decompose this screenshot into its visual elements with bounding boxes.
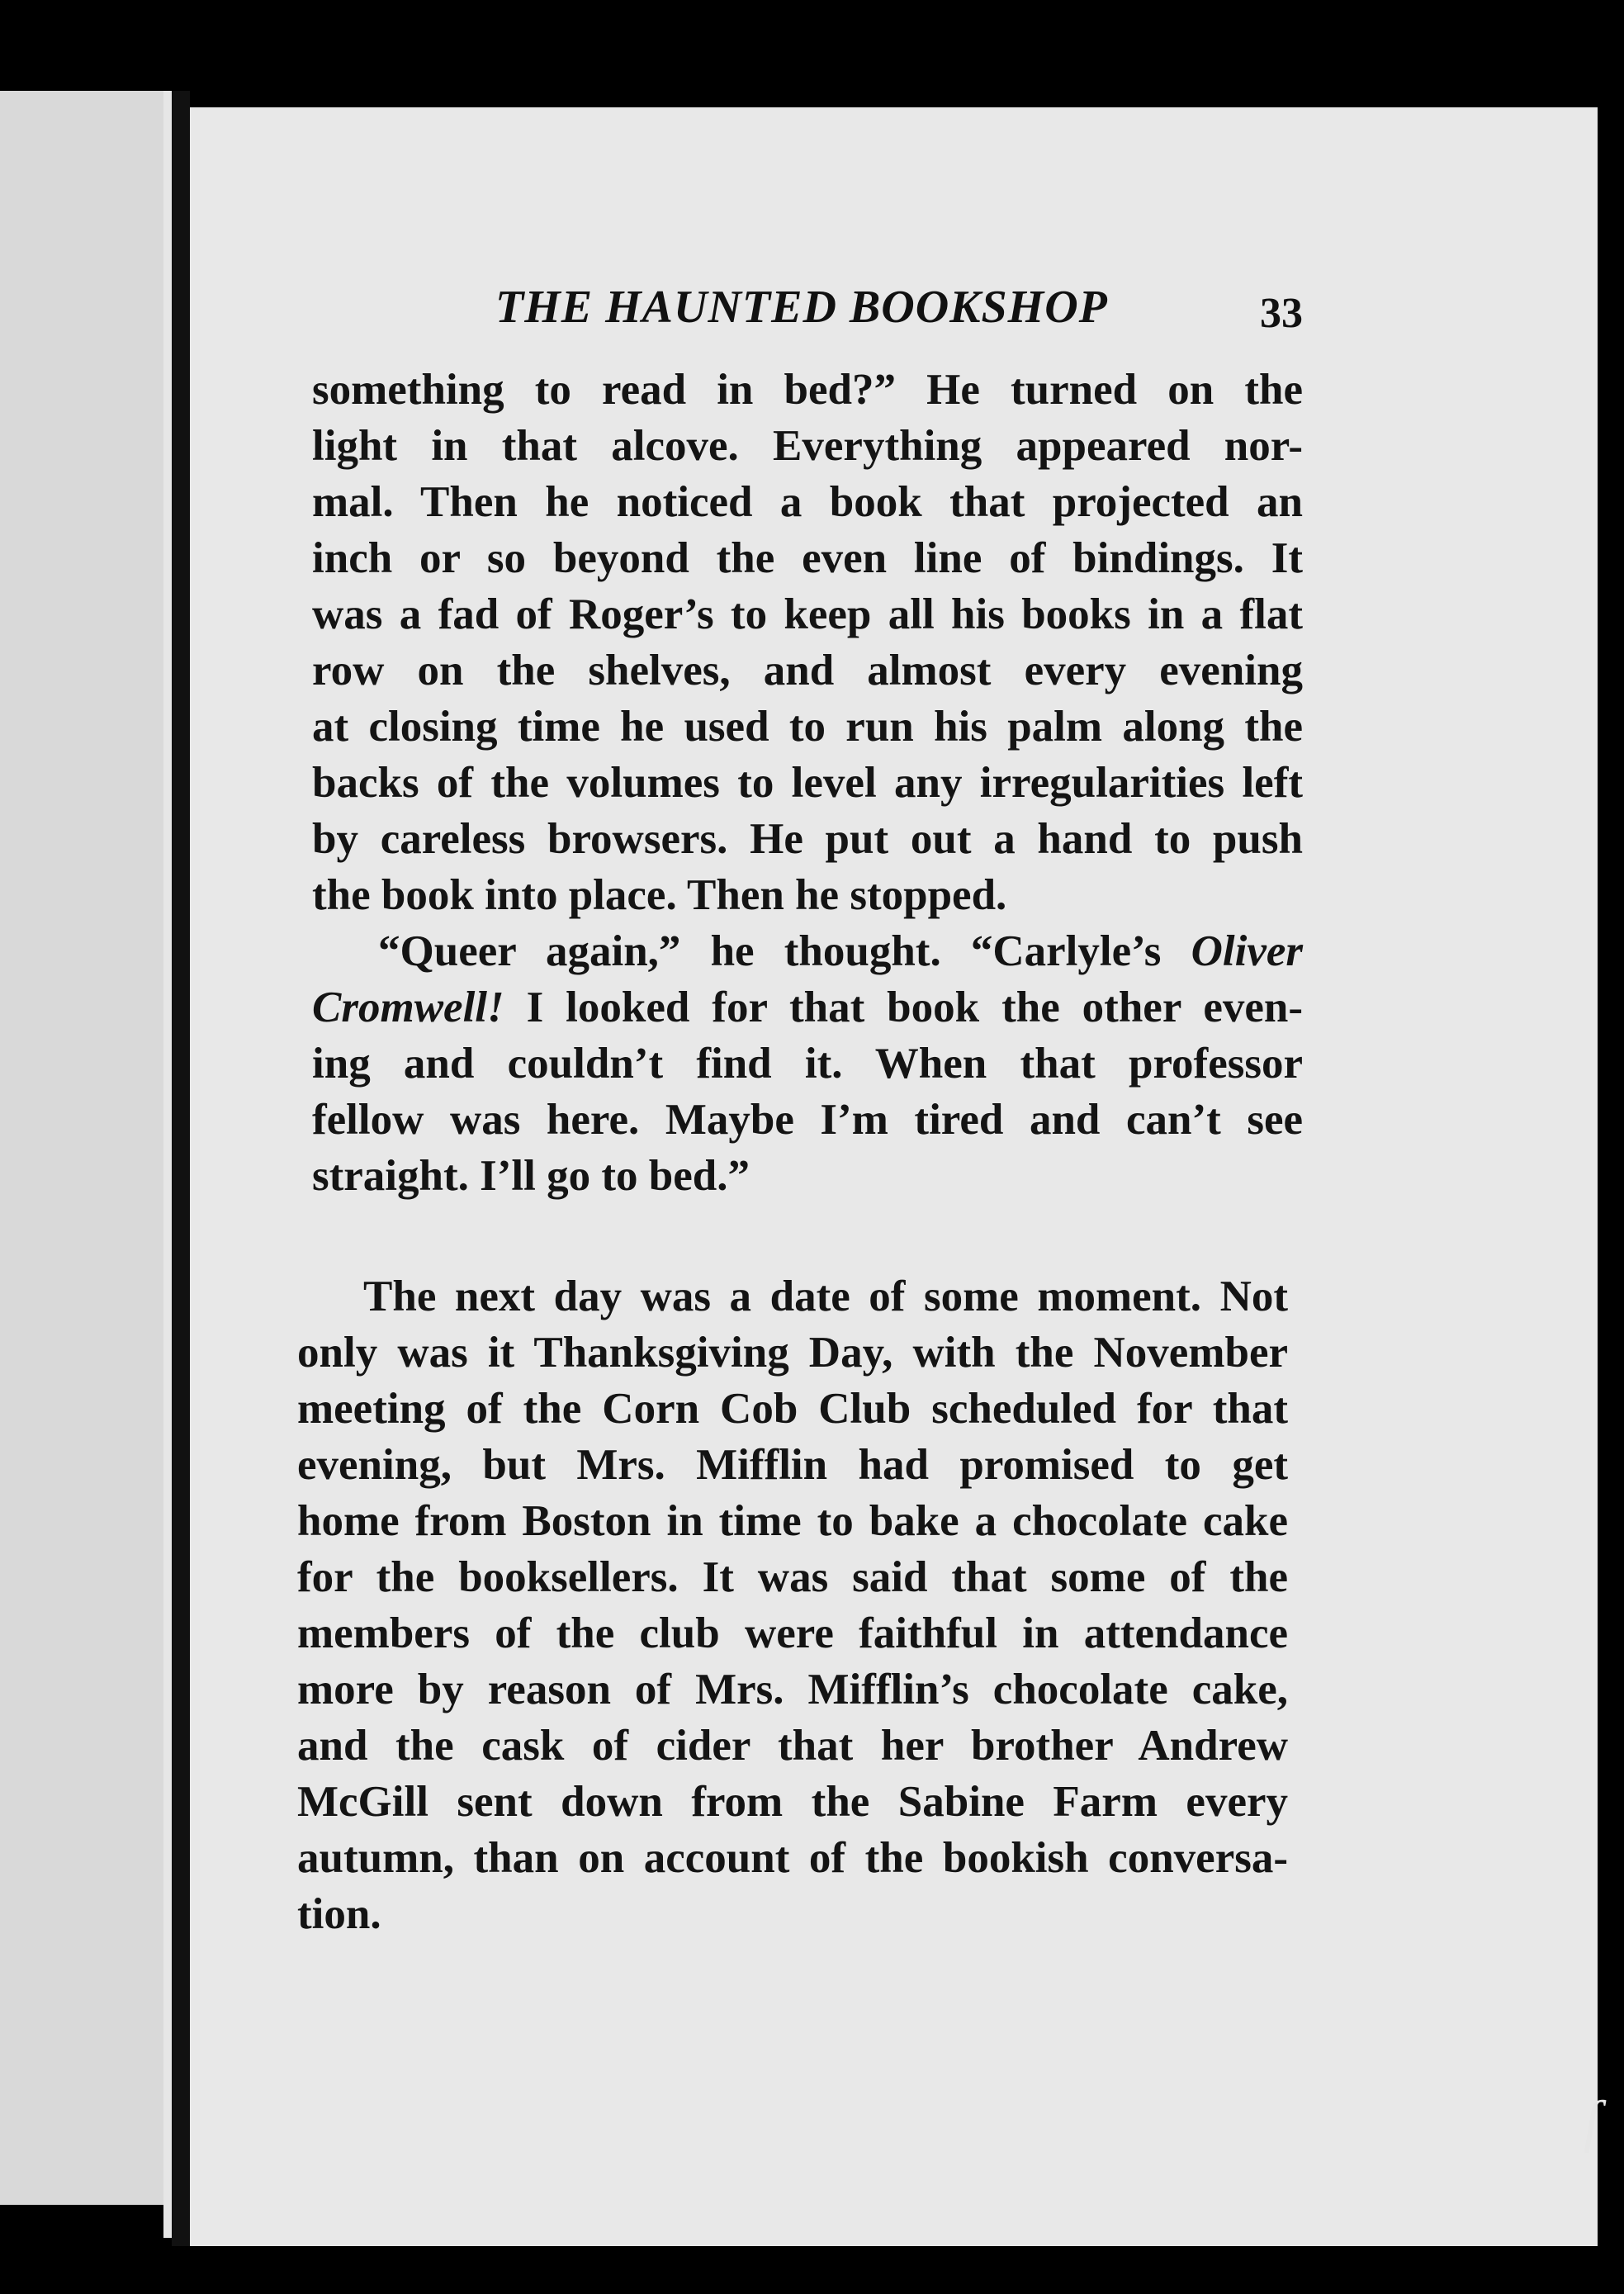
text-line: fellow was here. Maybe I’m tired and can’t see [312, 1096, 1303, 1144]
text-line: and the cask of cider that her brother Andrew [297, 1722, 1288, 1770]
text-line: for the booksellers. It was said that some of the [297, 1553, 1288, 1601]
text-run: “Queer again,” he thought. “Carlyle’s [378, 927, 1191, 975]
text-line: ing and couldn’t find it. When that professor [312, 1040, 1303, 1088]
text-line: mal. Then he noticed a book that projected an [312, 478, 1303, 526]
book-title-italic: Cromwell! [312, 983, 504, 1031]
facing-page-edge [0, 91, 163, 2205]
text-line: members of the club were faithful in attendance [297, 1609, 1288, 1657]
text-line: at closing time he used to run his palm along the [312, 703, 1303, 751]
text-line: inch or so beyond the even line of bindings. It [312, 534, 1303, 582]
text-line: backs of the volumes to level any irregularities left [312, 759, 1303, 807]
text-line: autumn, than on account of the bookish conversa- [297, 1834, 1288, 1882]
text-line: light in that alcove. Everything appeared nor- [312, 422, 1303, 470]
running-title: THE HAUNTED BOOKSHOP [495, 282, 1108, 333]
text-line: the book into place. Then he stopped. [312, 871, 1007, 919]
body-text-top [312, 362, 1303, 1204]
text-line: tion. [297, 1890, 381, 1938]
body-text-bottom [297, 1268, 1288, 1942]
text-line: evening, but Mrs. Mifflin had promised to get [297, 1441, 1288, 1489]
text-line [312, 979, 1303, 1036]
text-line: meeting of the Corn Cob Club scheduled for that [297, 1385, 1288, 1433]
margin-mark: ſ [1584, 2090, 1600, 2154]
text-line: row on the shelves, and almost every evening [312, 647, 1303, 694]
text-line: McGill sent down from the Sabine Farm every [297, 1778, 1288, 1826]
text-run: I looked for that book the other even- [504, 983, 1303, 1031]
binding-shadow [172, 91, 190, 2246]
text-line: something to read in bed?” He turned on the [312, 366, 1303, 414]
book-title-italic: Oliver [1191, 927, 1303, 975]
page-number: 33 [1260, 290, 1303, 337]
text-line [312, 923, 1303, 979]
text-line: home from Boston in time to bake a chocolate cake [297, 1497, 1288, 1545]
text-line: more by reason of Mrs. Mifflin’s chocolate cake, [297, 1666, 1288, 1713]
text-line: only was it Thanksgiving Day, with the November [297, 1329, 1288, 1377]
text-line: was a fad of Roger’s to keep all his books in a flat [312, 590, 1303, 638]
text-line: by careless browsers. He put out a hand to push [312, 815, 1303, 863]
text-line: straight. I’ll go to bed.” [312, 1152, 750, 1200]
text-line: The next day was a date of some moment. Not [363, 1273, 1288, 1320]
